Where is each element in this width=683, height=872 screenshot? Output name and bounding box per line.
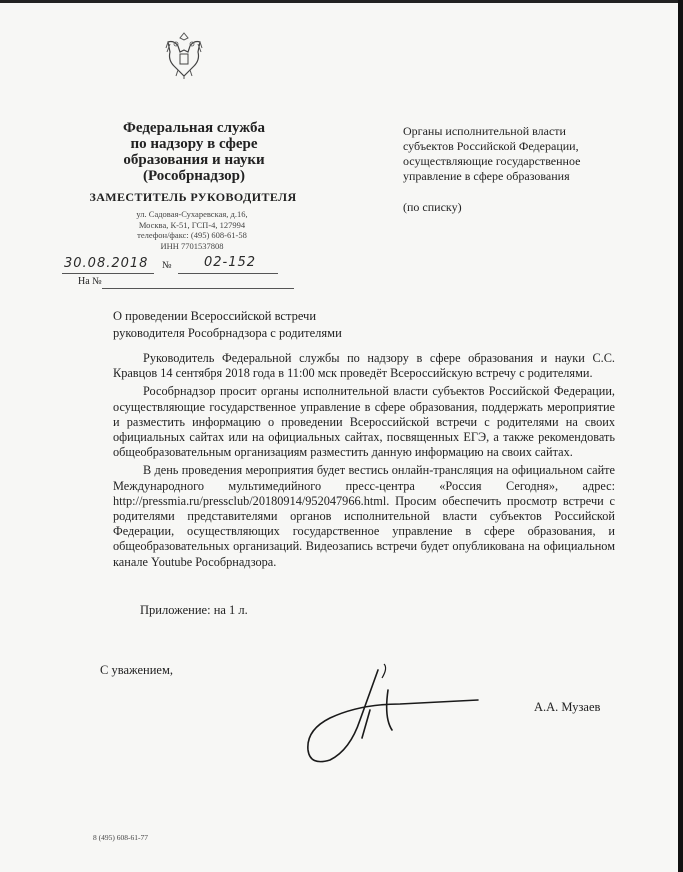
- reference-underline: [102, 288, 294, 289]
- address-line: Москва, К-51, ГСП-4, 127994: [138, 219, 246, 230]
- attachment-note: Приложение: на 1 л.: [140, 603, 248, 617]
- agency-line: по надзору в сфере: [130, 136, 258, 152]
- subject-line: руководителя Рособрнадзора с родителями: [113, 326, 342, 340]
- agency-address: [104, 209, 280, 251]
- coat-of-arms-icon: [162, 30, 206, 80]
- letter-body: [113, 351, 615, 573]
- handwritten-signature: [300, 660, 480, 770]
- signer-name: А.А. Музаев: [534, 700, 601, 714]
- agency-line: Федеральная служба: [123, 120, 265, 136]
- footer-phone: 8 (495) 608-61-77: [93, 833, 148, 842]
- body-paragraph: В день проведения мероприятия будет вестись онлайн-трансляция на официальном сайте Международного мультимедийного пресс-центра «Россия Сегодня», адрес: http://pressmia.ru/pressclub/20180914/952047966.html. Просим обеспечить просмотр встречи с родителями представителями органов исполнительной власти субъектов Российской Федерации, осуществляющих государственное управление в сфере образования, и общеобразовательных организаций. Видеозапись встречи будет опубликована на официальном канале Youtube Рособрнадзора.: [113, 463, 615, 569]
- recipient-line: осуществляющие государственное: [403, 154, 581, 168]
- body-paragraph: Рособрнадзор просит органы исполнительной власти субъектов Российской Федерации, осуществляющие государственное управление в сфере образования, поддержать мероприятие и разместить информацию о проведении Всероссийской встречи с родителями на своих официальных сайтах или на официальных сайтах, посвященных ЕГЭ, а также рекомендовать общеобразовательным организациям разместить данную информацию на своих сайтах.: [113, 384, 615, 460]
- agency-line: (Рособрнадзор): [143, 168, 245, 184]
- reference-row: [78, 276, 288, 290]
- reference-label: На №: [78, 276, 102, 287]
- address-line: ул. Садовая-Сухаревская, д.16,: [136, 209, 248, 219]
- subject-line: О проведении Всероссийской встречи: [113, 309, 317, 323]
- number-label: №: [162, 260, 172, 271]
- recipient-line: субъектов Российской Федерации,: [403, 139, 579, 153]
- address-line: ИНН 7701537808: [160, 240, 224, 251]
- address-line: телефон/факс: (495) 608-61-58: [137, 230, 247, 240]
- letter-subject: [113, 308, 342, 342]
- handwritten-number: 02-152: [204, 255, 257, 270]
- recipient-line: управление в сфере образования: [403, 169, 570, 183]
- recipient-block: [403, 124, 613, 184]
- date-underline: [62, 273, 154, 274]
- agency-line: образования и науки: [123, 152, 265, 168]
- body-paragraph: Руководитель Федеральной службы по надзору в сфере образования и науки С.С. Кравцов 14 сентября 2018 года в 11:00 мск проведёт Всероссийскую встречу с родителями.: [113, 351, 615, 381]
- handwritten-date: 30.08.2018: [64, 256, 149, 271]
- agency-name: [104, 120, 284, 184]
- scan-edge-top: [0, 0, 683, 3]
- number-underline: [178, 273, 278, 274]
- per-list-note: (по списку): [403, 200, 462, 214]
- deputy-title: ЗАМЕСТИТЕЛЬ РУКОВОДИТЕЛЯ: [89, 190, 297, 204]
- recipient-line: Органы исполнительной власти: [403, 124, 566, 138]
- closing-regards: С уважением,: [100, 663, 173, 677]
- date-number-row: [62, 255, 292, 274]
- scan-edge-right: [678, 0, 683, 872]
